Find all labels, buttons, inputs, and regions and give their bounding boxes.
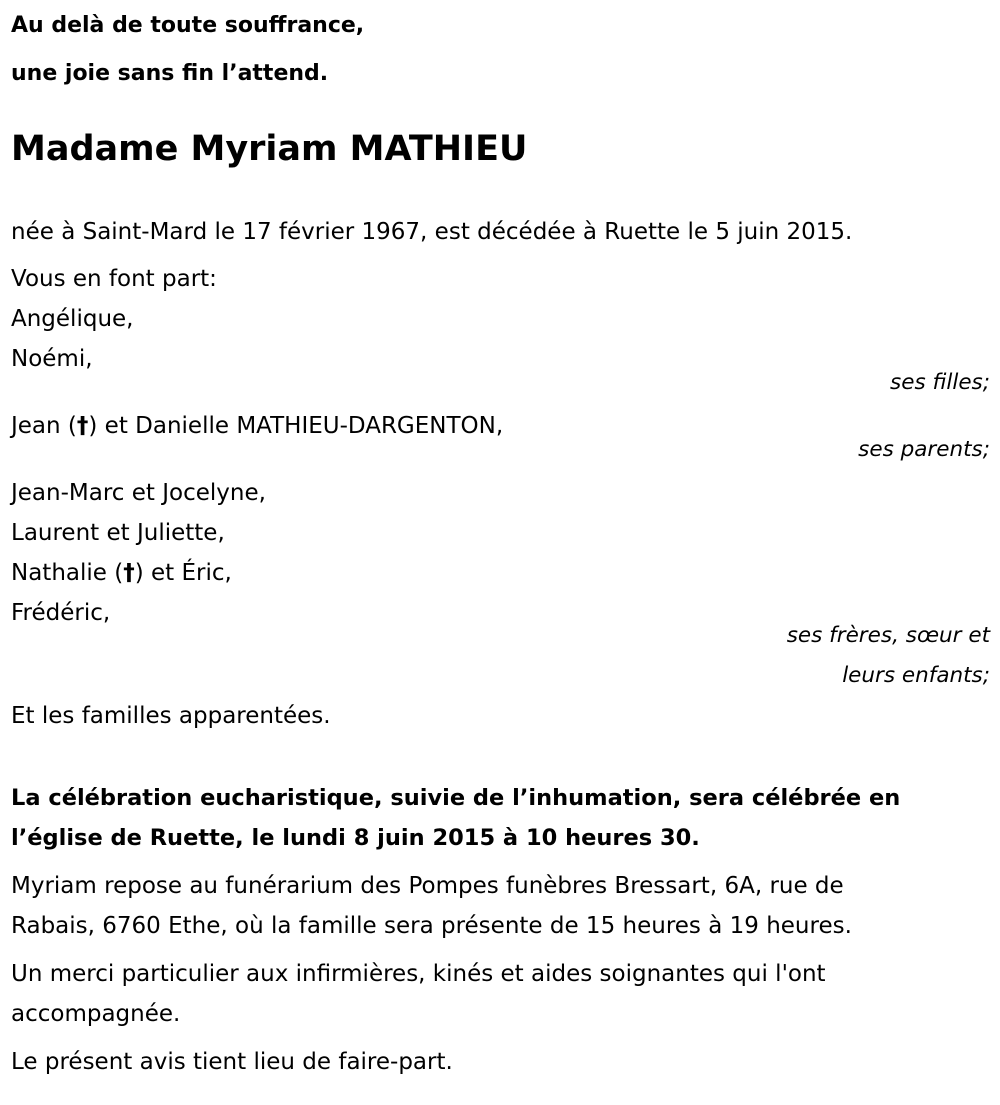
- siblings-relation-line-2: leurs enfants;: [842, 663, 990, 688]
- thanks-paragraph: [11, 954, 990, 1034]
- announcement-lead: Vous en font part:: [11, 266, 217, 292]
- families-line: Et les familles apparentées.: [11, 703, 331, 729]
- thanks-line-1: Un merci particulier aux infirmières, kinés et aides soignantes qui l'ont: [11, 961, 826, 987]
- intro-line-1: Au delà de toute souffrance,: [11, 13, 365, 38]
- daughter-name: Noémi,: [11, 346, 93, 372]
- celebration-line-1: La célébration eucharistique, suivie de l’inhumation, sera célébrée en: [11, 785, 901, 811]
- parents-suffix: ) et Danielle MATHIEU-DARGENTON,: [88, 413, 504, 439]
- birth-death-line: née à Saint-Mard le 17 février 1967, est décédée à Ruette le 5 juin 2015.: [11, 219, 853, 245]
- sibling-line: Frédéric,: [11, 600, 111, 626]
- parents-relation: ses parents;: [858, 437, 990, 462]
- daughters-relation: ses filles;: [890, 370, 990, 395]
- siblings-relation-line-1: ses frères, sœur et: [786, 623, 990, 648]
- intro-line-2: une joie sans fin l’attend.: [11, 61, 329, 86]
- celebration-paragraph: [11, 778, 990, 858]
- cross-icon: †: [123, 560, 135, 586]
- obituary-notice: [11, 0, 990, 1082]
- celebration-line-2: l’église de Ruette, le lundi 8 juin 2015 à 10 heures 30.: [11, 825, 700, 851]
- repose-line-2: Rabais, 6760 Ethe, où la famille sera présente de 15 heures à 19 heures.: [11, 913, 852, 939]
- sibling-suffix: ) et Éric,: [134, 560, 232, 586]
- daughter-name: Angélique,: [11, 306, 134, 332]
- sibling-line: Jean-Marc et Jocelyne,: [11, 480, 266, 506]
- closing-line: Le présent avis tient lieu de faire-part.: [11, 1049, 453, 1075]
- sibling-line: [11, 553, 990, 593]
- sibling-prefix: Nathalie (: [11, 560, 124, 586]
- deceased-name: Madame Myriam MATHIEU: [11, 129, 528, 169]
- repose-line-1: Myriam repose au funérarium des Pompes funèbres Bressart, 6A, rue de: [11, 873, 844, 899]
- parents-prefix: Jean (: [11, 413, 77, 439]
- cross-icon: †: [76, 413, 89, 439]
- thanks-line-2: accompagnée.: [11, 1001, 181, 1027]
- repose-paragraph: [11, 866, 990, 946]
- sibling-line: Laurent et Juliette,: [11, 520, 225, 546]
